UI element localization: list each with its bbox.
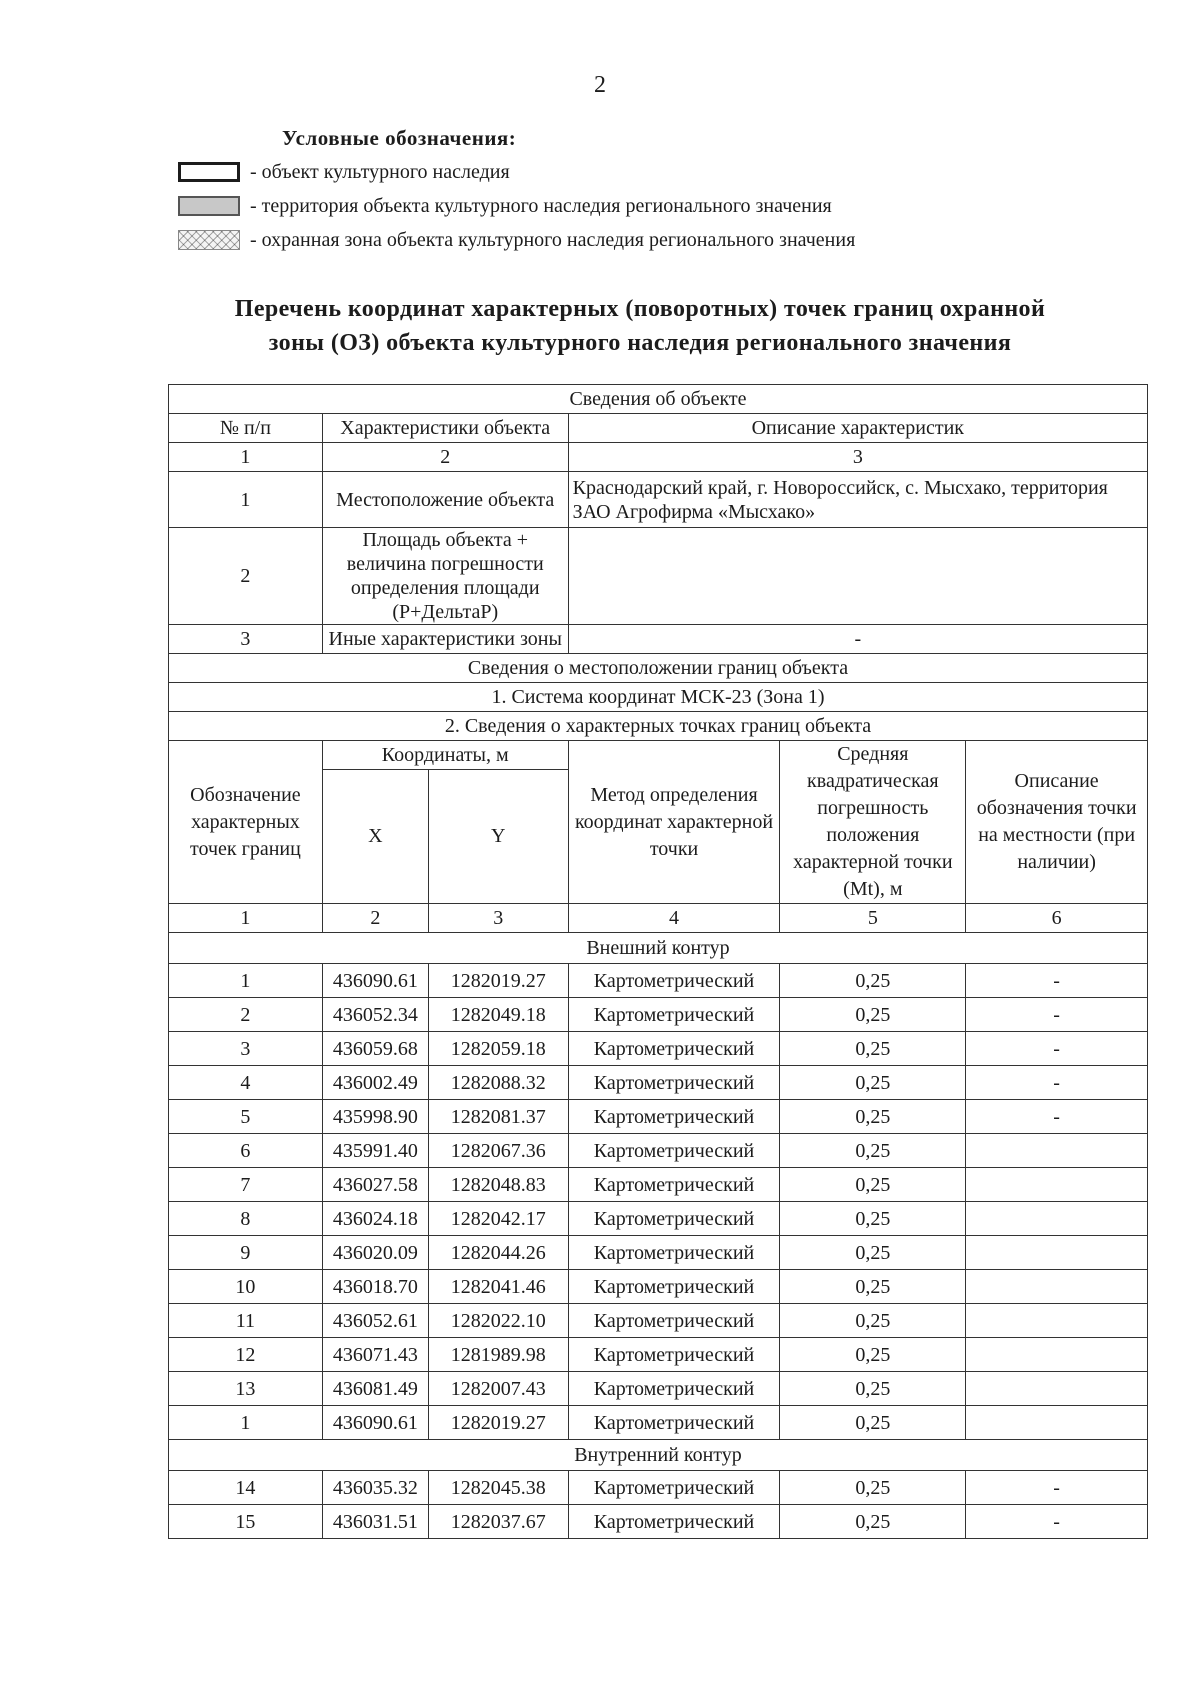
point-x: 436052.34 xyxy=(322,998,428,1032)
point-x: 436024.18 xyxy=(322,1202,428,1236)
point-error: 0,25 xyxy=(780,1032,966,1066)
info-value: - xyxy=(568,625,1147,654)
header-coords: Координаты, м xyxy=(322,741,568,770)
point-y: 1281989.98 xyxy=(428,1338,568,1372)
point-description: - xyxy=(966,964,1148,998)
point-method: Картометрический xyxy=(568,1471,780,1505)
section-title: Сведения о местоположении границ объекта xyxy=(169,654,1148,683)
point-y: 1282042.17 xyxy=(428,1202,568,1236)
point-x: 436059.68 xyxy=(322,1032,428,1066)
point-y: 1282019.27 xyxy=(428,964,568,998)
point-error: 0,25 xyxy=(780,1372,966,1406)
coordinate-system-row xyxy=(169,683,1148,712)
info-header-row xyxy=(169,414,1148,443)
legend-item-zone xyxy=(178,223,1078,257)
point-number: 3 xyxy=(169,1032,323,1066)
point-y: 1282048.83 xyxy=(428,1168,568,1202)
point-description xyxy=(966,1338,1148,1372)
point-error: 0,25 xyxy=(780,1505,966,1539)
legend-item-territory xyxy=(178,189,1078,223)
info-name: Иные характеристики зоны xyxy=(322,625,568,654)
point-description xyxy=(966,1406,1148,1440)
point-number: 7 xyxy=(169,1168,323,1202)
points-index-row xyxy=(169,904,1148,933)
point-method: Картометрический xyxy=(568,1066,780,1100)
point-error: 0,25 xyxy=(780,1168,966,1202)
point-x: 436018.70 xyxy=(322,1270,428,1304)
table-row xyxy=(169,1406,1148,1440)
info-name: Площадь объекта + величина погрешности определения площади (Р+ДельтаР) xyxy=(322,528,568,625)
header-designation: Обозначение характерных точек границ xyxy=(169,741,323,904)
point-x: 436002.49 xyxy=(322,1066,428,1100)
section-header-points xyxy=(169,712,1148,741)
point-error: 0,25 xyxy=(780,1471,966,1505)
point-description: - xyxy=(966,1066,1148,1100)
point-description xyxy=(966,1236,1148,1270)
point-y: 1282044.26 xyxy=(428,1236,568,1270)
inner-contour-row xyxy=(169,1440,1148,1471)
point-description xyxy=(966,1372,1148,1406)
point-number: 14 xyxy=(169,1471,323,1505)
point-number: 11 xyxy=(169,1304,323,1338)
header-description: Описание обозначения точки на местности (при наличии) xyxy=(966,741,1148,904)
point-y: 1282088.32 xyxy=(428,1066,568,1100)
coordinate-system: 1. Система координат МСК-23 (Зона 1) xyxy=(169,683,1148,712)
point-description: - xyxy=(966,1100,1148,1134)
point-number: 15 xyxy=(169,1505,323,1539)
point-method: Картометрический xyxy=(568,1304,780,1338)
point-method: Картометрический xyxy=(568,1134,780,1168)
table-row xyxy=(169,1236,1148,1270)
point-x: 436071.43 xyxy=(322,1338,428,1372)
index-cell: 2 xyxy=(322,904,428,933)
table-row xyxy=(169,1134,1148,1168)
index-cell: 1 xyxy=(169,904,323,933)
legend-item-label: - охранная зона объекта культурного наследия регионального значения xyxy=(250,228,856,251)
zone-hatch-icon xyxy=(178,230,240,250)
header-cell: Характеристики объекта xyxy=(322,414,568,443)
point-description xyxy=(966,1304,1148,1338)
point-y: 1282007.43 xyxy=(428,1372,568,1406)
point-x: 435998.90 xyxy=(322,1100,428,1134)
point-method: Картометрический xyxy=(568,1372,780,1406)
point-description: - xyxy=(966,1471,1148,1505)
point-number: 12 xyxy=(169,1338,323,1372)
point-number: 1 xyxy=(169,964,323,998)
point-x: 435991.40 xyxy=(322,1134,428,1168)
point-x: 436035.32 xyxy=(322,1471,428,1505)
point-method: Картометрический xyxy=(568,1338,780,1372)
info-value xyxy=(568,528,1147,625)
point-error: 0,25 xyxy=(780,1134,966,1168)
document-title-line: Перечень координат характерных (поворотных) точек границ охранной xyxy=(234,296,1046,322)
point-method: Картометрический xyxy=(568,1270,780,1304)
info-row xyxy=(169,528,1148,625)
point-error: 0,25 xyxy=(780,1338,966,1372)
table-row xyxy=(169,1202,1148,1236)
point-error: 0,25 xyxy=(780,998,966,1032)
territory-fill-icon xyxy=(178,196,240,216)
table-row xyxy=(169,1471,1148,1505)
point-x: 436031.51 xyxy=(322,1505,428,1539)
section-header-object xyxy=(169,385,1148,414)
point-method: Картометрический xyxy=(568,998,780,1032)
point-error: 0,25 xyxy=(780,1270,966,1304)
point-y: 1282081.37 xyxy=(428,1100,568,1134)
index-cell: 1 xyxy=(169,443,323,472)
info-row xyxy=(169,472,1148,528)
info-num: 1 xyxy=(169,472,323,528)
point-error: 0,25 xyxy=(780,1304,966,1338)
section-title: 2. Сведения о характерных точках границ объекта xyxy=(169,712,1148,741)
index-cell: 3 xyxy=(428,904,568,933)
point-x: 436090.61 xyxy=(322,964,428,998)
point-number: 10 xyxy=(169,1270,323,1304)
index-cell: 3 xyxy=(568,443,1147,472)
point-y: 1282067.36 xyxy=(428,1134,568,1168)
header-x: X xyxy=(322,769,428,903)
coordinates-table xyxy=(168,384,1148,1539)
table-row xyxy=(169,998,1148,1032)
point-error: 0,25 xyxy=(780,1236,966,1270)
legend-item-label: - территория объекта культурного наследия регионального значения xyxy=(250,194,832,217)
point-error: 0,25 xyxy=(780,1066,966,1100)
point-number: 6 xyxy=(169,1134,323,1168)
point-y: 1282045.38 xyxy=(428,1471,568,1505)
index-cell: 2 xyxy=(322,443,568,472)
table-row xyxy=(169,1338,1148,1372)
point-description xyxy=(966,1168,1148,1202)
table-row xyxy=(169,964,1148,998)
index-cell: 5 xyxy=(780,904,966,933)
point-method: Картометрический xyxy=(568,1406,780,1440)
page-number: 2 xyxy=(594,72,606,98)
point-description: - xyxy=(966,998,1148,1032)
index-cell: 4 xyxy=(568,904,780,933)
document-title xyxy=(140,292,1140,360)
point-error: 0,25 xyxy=(780,1406,966,1440)
point-y: 1282041.46 xyxy=(428,1270,568,1304)
point-number: 13 xyxy=(169,1372,323,1406)
info-index-row xyxy=(169,443,1148,472)
point-number: 9 xyxy=(169,1236,323,1270)
point-number: 8 xyxy=(169,1202,323,1236)
point-method: Картометрический xyxy=(568,1168,780,1202)
point-description xyxy=(966,1134,1148,1168)
header-y: Y xyxy=(428,769,568,903)
point-method: Картометрический xyxy=(568,1202,780,1236)
table-row xyxy=(169,1270,1148,1304)
document-title-line: зоны (ОЗ) объекта культурного наследия регионального значения xyxy=(268,330,1012,356)
point-description xyxy=(966,1202,1148,1236)
point-number: 2 xyxy=(169,998,323,1032)
table-row xyxy=(169,1505,1148,1539)
point-method: Картометрический xyxy=(568,1100,780,1134)
info-row xyxy=(169,625,1148,654)
legend-item-label: - объект культурного наследия xyxy=(250,160,510,183)
contour-label: Внешний контур xyxy=(169,933,1148,964)
header-error: Средняя квадратическая погрешность положения характерной точки (Mt), м xyxy=(780,741,966,904)
contour-label: Внутренний контур xyxy=(169,1440,1148,1471)
point-method: Картометрический xyxy=(568,964,780,998)
table-row xyxy=(169,1100,1148,1134)
section-header-location xyxy=(169,654,1148,683)
table-row xyxy=(169,1066,1148,1100)
point-description xyxy=(966,1270,1148,1304)
point-y: 1282019.27 xyxy=(428,1406,568,1440)
point-number: 4 xyxy=(169,1066,323,1100)
outer-contour-row xyxy=(169,933,1148,964)
legend-title: Условные обозначения: xyxy=(282,126,517,150)
point-x: 436081.49 xyxy=(322,1372,428,1406)
point-x: 436090.61 xyxy=(322,1406,428,1440)
header-cell: № п/п xyxy=(169,414,323,443)
header-method: Метод определения координат характерной точки xyxy=(568,741,780,904)
table-row xyxy=(169,1032,1148,1066)
point-x: 436052.61 xyxy=(322,1304,428,1338)
point-error: 0,25 xyxy=(780,964,966,998)
point-y: 1282022.10 xyxy=(428,1304,568,1338)
points-header-row xyxy=(169,741,1148,770)
header-cell: Описание характеристик xyxy=(568,414,1147,443)
index-cell: 6 xyxy=(966,904,1148,933)
legend-item-object xyxy=(178,155,1078,189)
point-method: Картометрический xyxy=(568,1032,780,1066)
info-num: 2 xyxy=(169,528,323,625)
info-num: 3 xyxy=(169,625,323,654)
point-y: 1282059.18 xyxy=(428,1032,568,1066)
point-number: 1 xyxy=(169,1406,323,1440)
table-row xyxy=(169,1372,1148,1406)
point-method: Картометрический xyxy=(568,1505,780,1539)
point-y: 1282049.18 xyxy=(428,998,568,1032)
point-description: - xyxy=(966,1032,1148,1066)
point-y: 1282037.67 xyxy=(428,1505,568,1539)
table-row xyxy=(169,1304,1148,1338)
info-name: Местоположение объекта xyxy=(322,472,568,528)
legend xyxy=(178,126,1078,257)
point-x: 436027.58 xyxy=(322,1168,428,1202)
table-row xyxy=(169,1168,1148,1202)
point-x: 436020.09 xyxy=(322,1236,428,1270)
info-value: Краснодарский край, г. Новороссийск, с. Мысхако, территория ЗАО Агрофирма «Мысхако» xyxy=(568,472,1147,528)
point-number: 5 xyxy=(169,1100,323,1134)
point-method: Картометрический xyxy=(568,1236,780,1270)
section-title: Сведения об объекте xyxy=(169,385,1148,414)
point-error: 0,25 xyxy=(780,1202,966,1236)
point-error: 0,25 xyxy=(780,1100,966,1134)
point-description: - xyxy=(966,1505,1148,1539)
object-border-icon xyxy=(178,162,240,182)
